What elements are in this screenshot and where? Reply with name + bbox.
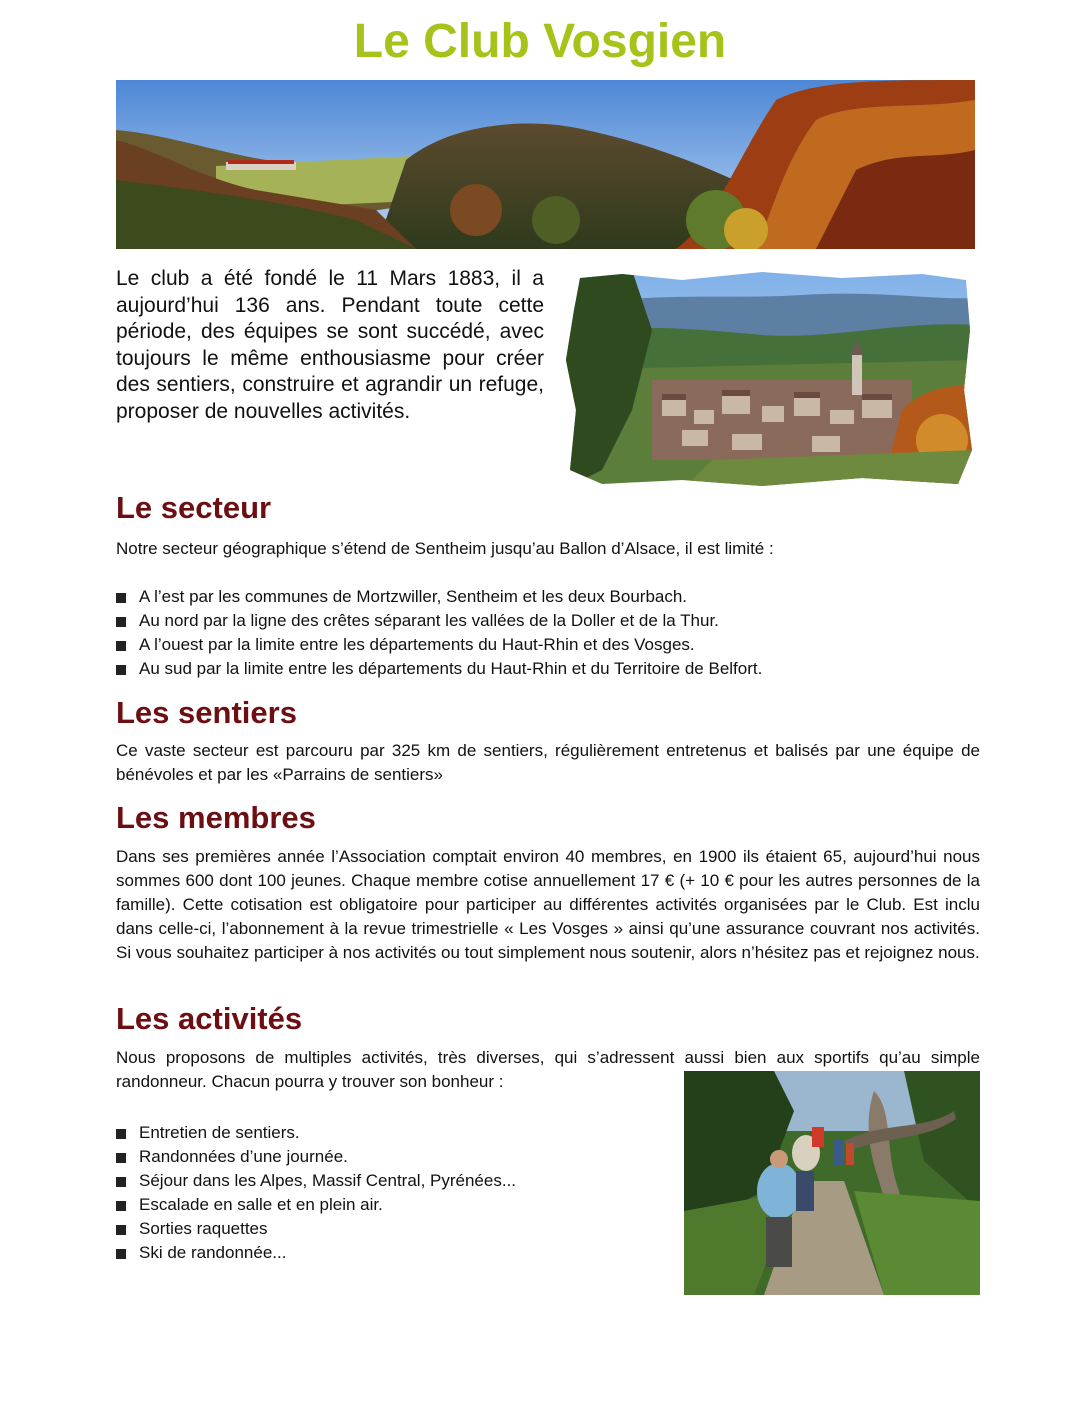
square-bullet-icon [116,617,126,627]
list-item: Au nord par la ligne des crêtes séparant les vallées de la Doller et de la Thur. [116,609,980,633]
heading-activites: Les activités [116,1001,303,1036]
list-item: Randonnées d’une journée. [116,1145,656,1169]
mountain-landscape-image [116,80,975,249]
square-bullet-icon [116,1225,126,1235]
banner-mountain-photo [116,80,975,249]
activites-list [116,1121,656,1265]
square-bullet-icon [116,641,126,651]
heading-secteur: Le secteur [116,490,272,525]
list-item: Séjour dans les Alpes, Massif Central, Pyrénées... [116,1169,656,1193]
heading-sentiers: Les sentiers [116,695,297,730]
sentiers-text: Ce vaste secteur est parcouru par 325 km de sentiers, régulièrement entretenus et balisés par une équipe de bénévoles et par les «Parrains de sentiers» [116,741,980,784]
secteur-list [116,585,980,681]
page-title: Le Club Vosgien [353,15,727,68]
activites-text: Nous proposons de multiples activités, très diverses, qui s’adressent aussi bien aux sportifs qu’au simple randonneur. Chacun pourra y trouver son bonheur : [116,1048,980,1091]
square-bullet-icon [116,1129,126,1139]
list-item: A l’ouest par la limite entre les départements du Haut-Rhin et des Vosges. [116,633,980,657]
list-item: Au sud par la limite entre les départements du Haut-Rhin et du Territoire de Belfort. [116,657,980,681]
secteur-text: Notre secteur géographique s’étend de Sentheim jusqu’au Ballon d’Alsace, il est limité : [116,539,774,558]
intro-paragraph: Le club a été fondé le 11 Mars 1883, il a aujourd’hui 136 ans. Pendant toute cette période, des équipes se sont succédé, avec toujours le même enthousiasme pour créer des sentiers, construire et agrandir un refuge, proposer de nouvelles activités. [116,267,544,423]
village-valley-image [562,270,976,490]
square-bullet-icon [116,1249,126,1259]
list-item: Entretien de sentiers. [116,1121,656,1145]
list-item: Ski de randonnée... [116,1241,656,1265]
square-bullet-icon [116,665,126,675]
list-item: A l’est par les communes de Mortzwiller, Sentheim et les deux Bourbach. [116,585,980,609]
list-item: Escalade en salle et en plein air. [116,1193,656,1217]
membres-text: Dans ses premières année l’Association comptait environ 40 membres, en 1900 ils étaient 65, aujourd’hui nous sommes 600 dont 100 jeunes. Chaque membre cotise annuellement 17 € (+ 10 € pour les autres personnes de la famille). Cette cotisation est obligatoire pour participer au différentes activités organisées par le Club. Est inclu dans celle-ci, l’abonnement à la revue trimestrielle « Les Vosges » ainsi qu’une assurance couvrant nos activités. Si vous souhaitez participer à nos activités ou tout simplement nous soutenir, alors n’hésitez pas et rejoignez nous. [116,847,980,962]
hikers-trail-image [684,1071,980,1295]
square-bullet-icon [116,1201,126,1211]
square-bullet-icon [116,1153,126,1163]
square-bullet-icon [116,1177,126,1187]
hikers-photo [684,1071,980,1295]
village-photo [562,270,976,490]
list-item: Sorties raquettes [116,1217,656,1241]
heading-membres: Les membres [116,800,316,835]
square-bullet-icon [116,593,126,603]
